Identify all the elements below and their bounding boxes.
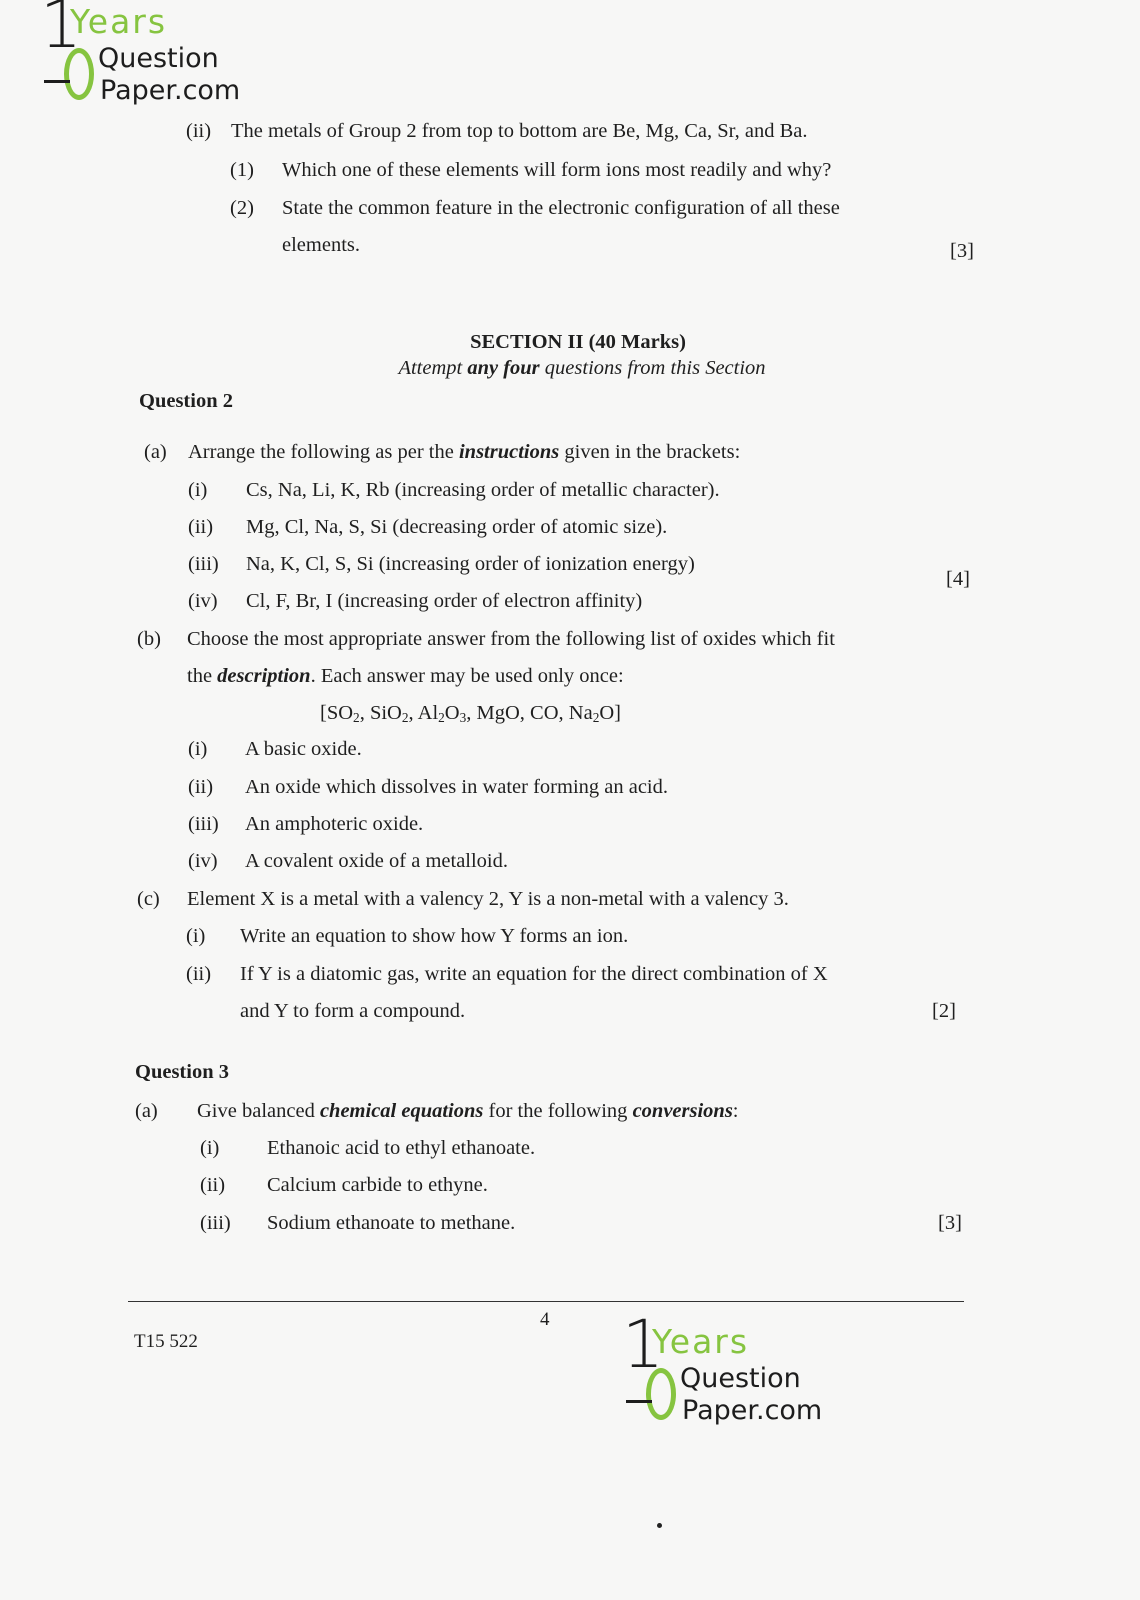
q3a-item-num: (iii) (200, 1212, 231, 1234)
paper-code: T15 522 (134, 1331, 198, 1352)
q2a-item-text: Cl, F, Br, I (increasing order of electron affinity) (246, 590, 643, 612)
q3a-item-num: (i) (200, 1137, 220, 1159)
q2a-item-num: (i) (188, 479, 208, 501)
q3a-post: : (732, 1100, 739, 1122)
q1-sub2-num: (2) (230, 197, 254, 219)
q3a-emph2: conversions (632, 1100, 733, 1122)
oxide-part: [SO (320, 702, 354, 724)
q2a-item-num: (ii) (188, 516, 214, 538)
logo-digit-one: 1 (40, 0, 82, 63)
q3a-marks: [3] (938, 1212, 962, 1234)
logo-paper: Paper.com (100, 75, 241, 106)
q3a-label: (a) (135, 1100, 158, 1122)
q2a-item-num: (iv) (188, 590, 218, 612)
q1-marks: [3] (950, 240, 974, 262)
q2b-item-text: A basic oxide. (245, 738, 362, 760)
oxide-subscript: 3 (459, 710, 467, 725)
q2a-instruction (188, 441, 740, 464)
logo-dash (44, 80, 70, 83)
question-3-title: Question 3 (135, 1061, 229, 1083)
q1-part-text: The metals of Group 2 from top to bottom are Be, Mg, Ca, Sr, and Ba. (231, 120, 808, 142)
section-instruction-bold: any four (467, 357, 540, 379)
q1-sub1-text: Which one of these elements will form ions most readily and why? (282, 159, 832, 181)
logo-digit-one: 1 (622, 1306, 664, 1383)
q3a-instruction (197, 1100, 739, 1123)
q2c-marks: [2] (932, 1000, 956, 1022)
section-instruction (0, 357, 1140, 380)
logo-question: Question (680, 1363, 801, 1394)
q2a-post: given in the brackets: (564, 441, 741, 463)
q2b-line2-post: . Each answer may be used only once: (310, 665, 624, 687)
q2c-label: (c) (137, 888, 160, 910)
footer-rule (128, 1301, 964, 1302)
oxide-part: , MgO, CO, Na (466, 702, 593, 724)
q2a-label: (a) (144, 441, 167, 463)
q2c-text: Element X is a metal with a valency 2, Y is a non-metal with a valency 3. (187, 888, 789, 910)
logo-years: Years (652, 1322, 750, 1361)
q2a-marks: [4] (946, 568, 970, 590)
q3a-emph1: chemical equations (319, 1100, 484, 1122)
q2a-item-text: Mg, Cl, Na, S, Si (decreasing order of atomic size). (246, 516, 668, 538)
scan-speck (657, 1523, 662, 1528)
q3a-item-text: Sodium ethanoate to methane. (267, 1212, 516, 1234)
q3a-mid: for the following (488, 1100, 628, 1122)
q2b-line2-pre: the (187, 665, 213, 687)
site-logo-bottom[interactable] (622, 1306, 852, 1428)
q2b-item-text: An amphoteric oxide. (245, 813, 424, 835)
q2b-line1: Choose the most appropriate answer from the following list of oxides which fit (187, 628, 835, 650)
q2a-emph: instructions (458, 441, 560, 463)
q1-sub2-text: State the common feature in the electronic configuration of all these (282, 197, 840, 219)
q2b-item-text: An oxide which dissolves in water forming an acid. (245, 776, 669, 798)
oxide-part: , Al (408, 702, 439, 724)
oxide-part: O] (599, 702, 621, 724)
question-2-title: Question 2 (139, 390, 233, 412)
q1-part-num: (ii) (186, 120, 212, 142)
q2a-item-num: (iii) (188, 553, 219, 575)
q2b-item-num: (ii) (188, 776, 214, 798)
q2b-item-num: (i) (188, 738, 208, 760)
q2c-i-text: Write an equation to show how Y forms an ion. (240, 925, 629, 947)
q2b-line2-emph: description (217, 665, 311, 687)
logo-years: Years (70, 2, 168, 41)
section-instruction-pre: Attempt (398, 357, 463, 379)
q2b-oxide-list (320, 702, 621, 725)
oxide-subscript: 2 (438, 710, 445, 725)
oxide-part: , SiO (359, 702, 402, 724)
q2b-item-num: (iv) (188, 850, 218, 872)
q2c-ii-cont: and Y to form a compound. (240, 1000, 466, 1022)
q2c-ii-num: (ii) (186, 963, 212, 985)
page-number: 4 (540, 1309, 550, 1330)
logo-zero-ring (64, 48, 94, 100)
section-title (0, 331, 1140, 354)
oxide-subscript: 2 (401, 710, 409, 725)
q2b-label: (b) (137, 628, 161, 650)
logo-paper: Paper.com (682, 1395, 823, 1426)
logo-zero-ring (646, 1368, 676, 1420)
q2b-item-text: A covalent oxide of a metalloid. (245, 850, 509, 872)
q2c-ii-text: If Y is a diatomic gas, write an equation for the direct combination of X (240, 963, 828, 985)
q2c-i-num: (i) (186, 925, 206, 947)
section-title-text: SECTION II (40 Marks) (470, 331, 686, 353)
q1-sub1-num: (1) (230, 159, 254, 181)
oxide-subscript: 2 (592, 710, 600, 725)
q2b-line2 (187, 665, 624, 688)
q2a-item-text: Na, K, Cl, S, Si (increasing order of ionization energy) (246, 553, 695, 575)
q3a-item-text: Calcium carbide to ethyne. (267, 1174, 488, 1196)
q3a-item-text: Ethanoic acid to ethyl ethanoate. (267, 1137, 536, 1159)
q1-sub2-cont: elements. (282, 234, 360, 256)
q3a-pre: Give balanced (197, 1100, 315, 1122)
logo-dash (626, 1400, 652, 1403)
q2a-pre: Arrange the following as per the (188, 441, 454, 463)
q2b-item-num: (iii) (188, 813, 219, 835)
logo-question: Question (98, 43, 219, 74)
section-instruction-post: questions from this Section (544, 357, 766, 379)
oxide-subscript: 2 (353, 710, 360, 725)
site-logo-top[interactable] (40, 0, 270, 108)
q3a-item-num: (ii) (200, 1174, 226, 1196)
q2a-item-text: Cs, Na, Li, K, Rb (increasing order of metallic character). (246, 479, 720, 501)
oxide-part: O (444, 702, 460, 724)
